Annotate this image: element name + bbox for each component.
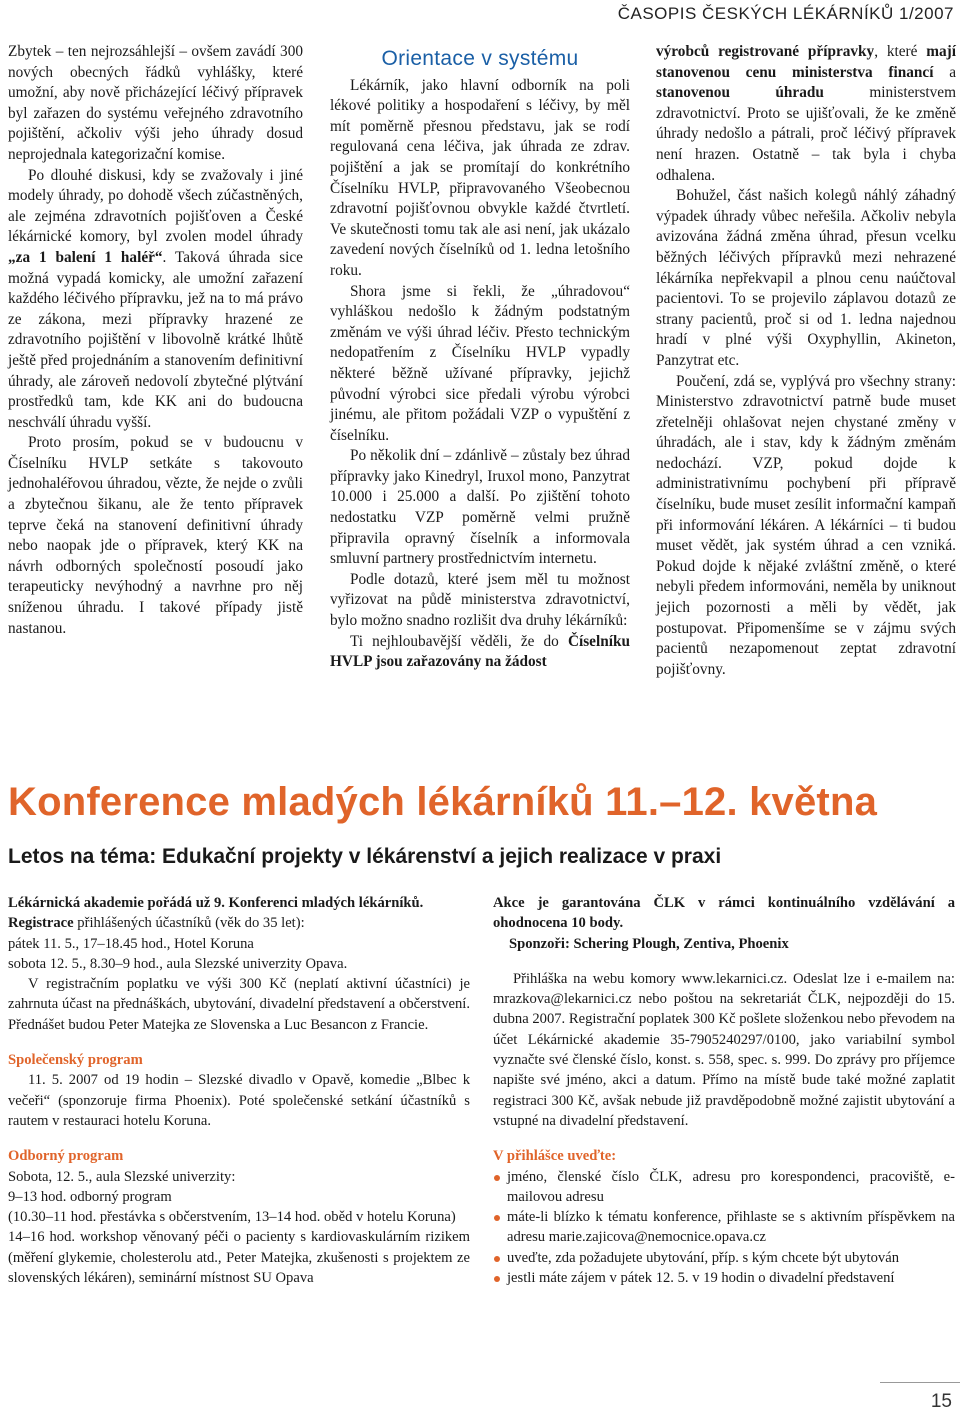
registration-line: pátek 11. 5., 17–18.45 hod., Hotel Koruna [8,935,254,952]
article-paragraph: Po několik dní – zdánlivě – zůstaly bez úhrad přípravky jako Kinedryl, Iruxol mono, Panzytrat 10.000 i 25.000 a další. Po zjištění tohoto nedostatku VZP poměrně velmi pružně připravila opravný číselník a informovala smluvní partnery prostřednictvím internetu. [330,447,630,568]
registration-line: sobota 12. 5., 8.30–9 hod., aula Slezské univerzity Opava. [8,955,348,972]
fee-paragraph: V registračním poplatku ve výši 300 Kč (neplatí aktivní účastníci) je zahrnuta účast na přednáškách, ubytování, divadelní představení a občerstvení. Přednášet budou Peter Matejka ze Slovenska a Luc Besancon z Francie. [8,976,470,1033]
section-heading: Orientace v systému [381,47,579,70]
form-heading: V přihlášce uveďte: [493,1148,617,1165]
form-bullet-list [493,1167,955,1289]
list-item: máte-li blízko k tématu konference, přihlaste se s aktivním příspěvkem na adresu marie.zajicova@nemocnice.opava.cz [493,1207,955,1248]
article-paragraph: Poučení, zdá se, vyplývá pro všechny strany: Ministerstvo zdravotnictví patrně bude muset zřetelněji ohlašovat nejen chystané změny v úhradách, ale i stav, kdy k žádným změnám nedochází. VZP, pokud dojde k administrativnímu pochybení při přípravě číselníku, bude muset zesílit informační kampaň při informování lékáren. A lékárníci – ti budou muset vědět, jak systém úhrad a cen vzniká. Pokud dojde k nějaké zvláštní změně, o které nebyli předem informováni, neměla by uniknout jejich pozornosti a měli by vědět, jak postupovat. Připomenšíme se v zájmu svých pacientů nezapomenout zeptat zdravotní pojišťovny. [656,372,956,678]
article-paragraph: Proto prosím, pokud se v budoucnu v Číselníku HVLP setkáte s takovouto jednohaléřovou úhradou, vězte, že nejde o zvůli a zbytečnou šikanu, ale že tento přípravek teprve čeká na stanovení definitivní úhrady nebo naopak jde o přípravek, který KK na návrh odborných společností posoudí jako terapeuticky nevýhodný a navrhne pro něj sníženou úhradu. I takové případy jistě nastanou. [8,434,303,637]
application-paragraph: Přihláška na webu komory www.lekarnici.cz. Odeslat lze i e-mailem na: mrazkova@lekarnici.cz nebo poštou na sekretariát ČLK, nejpozději do 15. dubna 2007. Registrační poplatek 300 Kč pošlete složenkou nebo převodem na účet Lékárnické akademie 35-7905240297/0100, jako variabilní symbol vyznačte své členské číslo, konst. s. 558, spec. s. 999. Do zprávy pro příjemce napište své jméno, akci a datum. Přímo na místě bude také možné zaplatit registraci 300 Kč, avšak nebude již pravděpodobně možné zajistit ubytování a vstupné na divadelní představení. [493,970,955,1129]
expert-program-line: Sobota, 12. 5., aula Slezské univerzity: [8,1168,236,1185]
guarantee-text: Akce je garantována ČLK v rámci kontinuálního vzdělávání a ohodnocena 10 body. [493,895,955,932]
article-paragraph: výrobců registrované přípravky, které mají stanovenou cenu ministerstva financí a stanovenou úhradu ministerstvem zdravotnictví. Proto se ujišťovali, že ke změně úhrady nedošlo a pátrali, proč léčivý přípravek není hrazen. Ostatně – tak byla i chyba odhalena. [656,43,956,184]
list-item: jméno, členské číslo ČLK, adresu pro korespondenci, pracoviště, e-mailovou adresu [493,1167,955,1208]
article-paragraph: Shora jsme si řekli, že „úhradovou“ vyhláškou nedošlo k žádným podstatným změnám ve výši úhrad léčiv. Přesto technickým nedopatřením z Číselníku HVLP vypadly některé běžně užívané přípravky, jejichž původní výrobci sice předali výrobu výrobci jinému, ale přitom požádali VZP o vypuštění z číselníku. [330,282,630,444]
footer-rule [880,1382,960,1383]
article-column-3 [656,42,956,680]
article-column-1 [8,42,303,639]
expert-program-line: 14–16 hod. workshop věnovaný péči o pacienty s kardiovaskulárním rizikem (měření glykemie, cholesterolu atd., Peter Matejka, zkušenosti s projektem ze slovenských lékáren), seminární místnost SU Opava [8,1229,470,1287]
conference-column-left [8,893,470,1288]
sponsors-text: Sponzoři: Schering Plough, Zentiva, Phoenix [509,935,789,952]
conference-title: Konference mladých lékárníků 11.–12. května [8,780,878,824]
article-paragraph: Podle dotazů, které jsem měl tu možnost vyřizovat na půdě ministerstva zdravotnictví, bylo možno snadno rozlišit dva druhy lékárníků: [330,570,630,630]
expert-program-line: 9–13 hod. odborný program [8,1188,172,1205]
list-item: jestli máte zájem v pátek 12. 5. v 19 hodin o divadelní představení [493,1268,955,1288]
social-program-text: 11. 5. 2007 od 19 hodin – Slezské divadlo v Opavě, komedie „Blbec k večeři“ (sponzoruje firma Phoenix). Poté společenské setkání účastníků s rautem v restauraci hotelu Koruna. [8,1072,470,1129]
article-paragraph: Lékárník, jako hlavní odborník na poli lékové politiky a hospodaření s léčivy, by měl mít poměrně přesnou představu, jak se rodí regulovaná cena léčiva, jak úhrada ze zdrav. pojištění a jak se promítají do konkrétního Číselníku HVLP, připravovaného Všeobecnou zdravotní pojišťovnou obvykle každé čtvrtletí. Ve skutečnosti tomu tak ale asi není, jak ukázalo zavedení nových číselníků od 1. ledna letošního roku. [330,76,630,279]
emphasis-text: Číselníku HVLP jsou zařazovány na žádost [330,632,630,671]
article-paragraph: Ti nejhloubavější věděli, že do Číselníku HVLP jsou zařazovány na žádost [330,632,630,671]
conference-intro: Lékárnická akademie pořádá už 9. Konferenci mladých lékárníků. [8,895,424,911]
emphasis-text: „za 1 balení 1 haléř“ [8,248,163,266]
conference-subtitle: Letos na téma: Edukační projekty v lékárenství a jejich realizace v praxi [8,845,722,868]
list-item: uveďte, zda požadujete ubytování, příp. s kým chcete být ubytován [493,1248,955,1268]
social-program-heading: Společenský program [8,1052,143,1069]
article-paragraph: Zbytek – ten nejrozsáhlejší – ovšem zavádí 300 nových obecných řádků vyhlášky, které umožní, aby nově přicházející léčivý přípravek byl zařazen do systému veřejného zdravotního pojištění, ačkoliv výši jeho úhrady dosud neprojednala kategorizační komise. [8,43,303,163]
page-number: 15 [930,1391,952,1412]
conference-column-right [493,893,955,1288]
article-paragraph: Bohužel, část našich kolegů náhlý záhadný výpadek úhrady vůbec neřešila. Ačkoliv nebyla avizována žádná změna úhrad, přesun vcelku běžných léčivých přípravků mezi nehrazené lékárníka nepřekvapil a plnou cenu naúčtoval pacientovi. To se projevilo záplavou dotazů ze strany pacientů, proč si od 1. ledna najednou hradí v plné výši Oxyphyllin, Akineton, Panzytrat etc. [656,187,956,369]
expert-program-heading: Odborný program [8,1148,124,1165]
article-paragraph: Po dlouhé diskusi, kdy se zvažovaly i jiné modely úhrady, po dohodě všech zúčastněných, ale zejména zdravotních pojišťoven a České lékárnické komory, byl zvolen model úhrady „za 1 balení 1 haléř“. Taková úhrada sice možná vypadá komicky, ale umožní zařazení každého léčivého přípravku, jež na to má právo ze zákona, mezi přípravky hrazené ze zdravotního pojištění v libovolně krátké lhůtě ještě před projednáním a stanovením definitivní úhrady, ale zároveň nedovolí zbytečné plýtvání prostředků tam, kde KK ani do budoucna neschválí úhradu vyšší. [8,166,303,431]
expert-program-line: (10.30–11 hod. přestávka s občerstvením, 13–14 hod. oběd v hotelu Koruna) [8,1209,456,1226]
journal-header: ČASOPIS ČESKÝCH LÉKÁRNÍKŮ 1/2007 [617,4,954,23]
registration-info: Registrace přihlášených účastníků (věk do 35 let): [8,915,305,932]
article-column-2 [330,42,630,673]
